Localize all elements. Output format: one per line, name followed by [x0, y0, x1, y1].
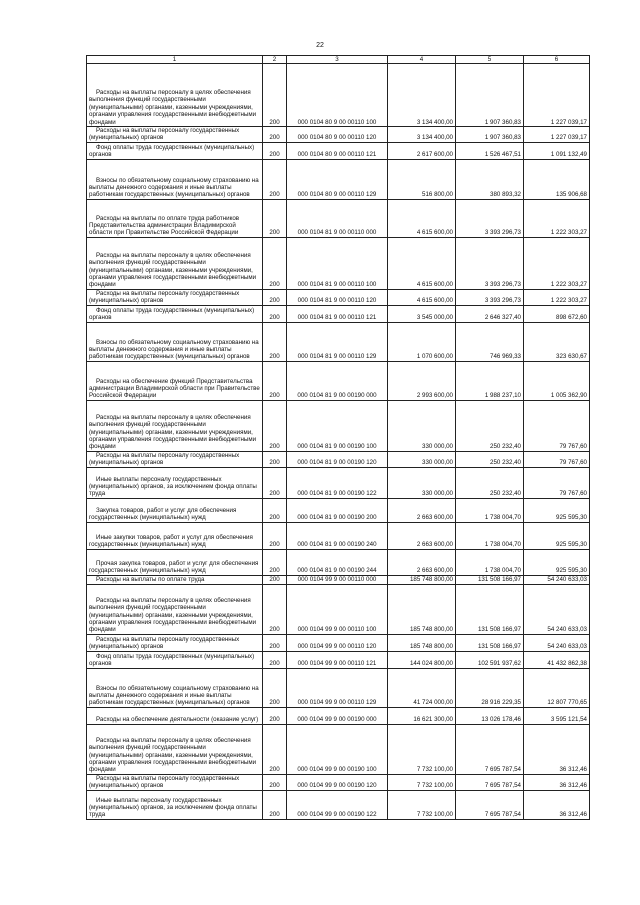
row-description	[87, 64, 263, 127]
table-row	[87, 668, 590, 707]
row-approved-amount: 16 621 300,00	[388, 707, 456, 724]
row-approved-amount: 330 000,00	[388, 467, 456, 498]
row-approved-amount: 185 748 800,00	[388, 575, 456, 584]
row-remaining-amount: 36 312,46	[524, 724, 590, 774]
row-line-code: 200	[263, 451, 287, 467]
column-header: 5	[456, 56, 524, 64]
row-budget-code: 000 0104 81 9 00 00190 244	[287, 549, 388, 575]
row-description	[87, 237, 263, 289]
row-description-text: Фонд оплаты труда государственных (муниципальных) органов	[89, 144, 255, 159]
table-row	[87, 575, 590, 584]
row-budget-code: 000 0104 99 9 00 00110 100	[287, 584, 388, 634]
row-executed-amount: 250 232,40	[456, 400, 524, 451]
row-description-text: Расходы на выплаты персоналу государственных (муниципальных) органов	[89, 636, 240, 651]
expenditure-table	[86, 55, 590, 820]
row-remaining-amount: 1 227 039,17	[524, 127, 590, 143]
column-header: 4	[388, 56, 456, 64]
row-description-text: Расходы на выплаты персоналу государственных (муниципальных) органов	[89, 127, 240, 142]
row-line-code: 200	[263, 668, 287, 707]
row-executed-amount: 746 969,33	[456, 322, 524, 361]
table-row	[87, 467, 590, 498]
row-line-code: 200	[263, 142, 287, 159]
row-description	[87, 400, 263, 451]
row-executed-amount: 1 738 004,70	[456, 549, 524, 575]
row-line-code: 200	[263, 467, 287, 498]
row-description	[87, 634, 263, 651]
row-budget-code: 000 0104 80 9 00 00110 129	[287, 159, 388, 199]
table-row	[87, 361, 590, 400]
row-description	[87, 790, 263, 819]
table-row	[87, 322, 590, 361]
row-description-text: Расходы на выплаты по оплате труда работников Представительства администрации Владимирской области при Правительстве Российской Федерации	[89, 214, 240, 237]
row-budget-code: 000 0104 81 9 00 00190 100	[287, 400, 388, 451]
row-remaining-amount: 54 240 633,03	[524, 634, 590, 651]
row-executed-amount: 131 508 166,97	[456, 584, 524, 634]
row-remaining-amount: 36 312,46	[524, 790, 590, 819]
table-row	[87, 790, 590, 819]
row-remaining-amount: 1 005 362,90	[524, 361, 590, 400]
row-budget-code: 000 0104 81 9 00 00190 200	[287, 498, 388, 522]
row-executed-amount: 102 591 937,62	[456, 651, 524, 668]
row-description	[87, 584, 263, 634]
row-executed-amount: 3 393 296,73	[456, 237, 524, 289]
row-executed-amount: 1 526 467,51	[456, 142, 524, 159]
table-row	[87, 774, 590, 790]
row-line-code: 200	[263, 522, 287, 549]
column-number-row	[87, 56, 590, 64]
row-budget-code: 000 0104 99 9 00 00110 120	[287, 634, 388, 651]
row-description-text: Расходы на выплаты персоналу в целях обеспечения выполнения функций государственными (муниципальными) органами, казенными учреждениями, органами управления государственными внебюджетными фондами	[89, 88, 257, 126]
row-executed-amount: 1 907 360,83	[456, 64, 524, 127]
table-row	[87, 400, 590, 451]
row-description-text: Расходы на выплаты персоналу государственных (муниципальных) органов	[89, 452, 240, 467]
row-budget-code: 000 0104 81 9 00 00190 240	[287, 522, 388, 549]
row-description-text: Фонд оплаты труда государственных (муниципальных) органов	[89, 653, 255, 668]
row-description-text: Расходы на обеспечение функций Представительства администрации Владимирской области при Правительстве Российской Федерации	[89, 377, 260, 400]
row-description	[87, 549, 263, 575]
row-executed-amount: 1 907 360,83	[456, 127, 524, 143]
table-row	[87, 451, 590, 467]
table-row	[87, 498, 590, 522]
row-executed-amount: 131 508 166,97	[456, 575, 524, 584]
row-description-text: Расходы на выплаты персоналу в целях обеспечения выполнения функций государственными (муниципальными) органами, казенными учреждениями, органами управления государственными внебюджетными фондами	[89, 596, 257, 634]
row-description-text: Прочая закупка товаров, работ и услуг для обеспечения государственных (муниципальных) нужд	[89, 560, 259, 575]
row-description-text: Фонд оплаты труда государственных (муниципальных) органов	[89, 307, 255, 322]
row-approved-amount: 41 724 000,00	[388, 668, 456, 707]
row-description	[87, 305, 263, 322]
row-budget-code: 000 0104 81 9 00 00110 000	[287, 199, 388, 237]
row-approved-amount: 2 663 600,00	[388, 498, 456, 522]
row-budget-code: 000 0104 80 9 00 00110 100	[287, 64, 388, 127]
row-approved-amount: 7 732 100,00	[388, 724, 456, 774]
row-remaining-amount: 54 240 633,03	[524, 575, 590, 584]
table-row	[87, 549, 590, 575]
column-header: 2	[263, 56, 287, 64]
row-budget-code: 000 0104 99 9 00 00110 000	[287, 575, 388, 584]
column-header: 3	[287, 56, 388, 64]
row-remaining-amount: 79 767,60	[524, 400, 590, 451]
row-remaining-amount: 1 222 303,27	[524, 289, 590, 305]
row-approved-amount: 2 617 600,00	[388, 142, 456, 159]
row-budget-code: 000 0104 99 9 00 00190 000	[287, 707, 388, 724]
row-line-code: 200	[263, 575, 287, 584]
row-line-code: 200	[263, 724, 287, 774]
row-description	[87, 522, 263, 549]
row-executed-amount: 1 738 004,70	[456, 522, 524, 549]
row-description	[87, 451, 263, 467]
row-executed-amount: 7 695 787,54	[456, 790, 524, 819]
row-remaining-amount: 41 432 862,38	[524, 651, 590, 668]
row-remaining-amount: 54 240 633,03	[524, 584, 590, 634]
row-description-text: Закупка товаров, работ и услуг для обеспечения государственных (муниципальных) нужд	[89, 507, 237, 522]
page-number: 22	[316, 42, 324, 49]
row-approved-amount: 330 000,00	[388, 400, 456, 451]
row-executed-amount: 2 646 327,40	[456, 305, 524, 322]
row-remaining-amount: 925 595,30	[524, 498, 590, 522]
row-description-text: Иные закупки товаров, работ и услуг для обеспечения государственных (муниципальных) нужд	[89, 534, 253, 549]
row-executed-amount: 1 988 237,10	[456, 361, 524, 400]
row-approved-amount: 3 545 000,00	[388, 305, 456, 322]
row-line-code: 200	[263, 322, 287, 361]
row-description	[87, 199, 263, 237]
row-description-text: Расходы на выплаты персоналу в целях обеспечения выполнения функций государственными (муниципальными) органами, казенными учреждениями, органами управления государственными внебюджетными фондами	[89, 413, 257, 451]
row-description	[87, 322, 263, 361]
row-remaining-amount: 1 091 132,49	[524, 142, 590, 159]
row-description-text: Иные выплаты персоналу государственных (муниципальных) органов, за исключением фонда оплаты труда	[89, 796, 257, 819]
row-executed-amount: 7 695 787,54	[456, 724, 524, 774]
row-line-code: 200	[263, 707, 287, 724]
row-approved-amount: 330 000,00	[388, 451, 456, 467]
row-approved-amount: 185 748 800,00	[388, 584, 456, 634]
row-description-text: Взносы по обязательному социальному страхованию на выплаты денежного содержания и иные выплаты работникам государственных (муниципальных) органов	[89, 176, 259, 199]
row-line-code: 200	[263, 127, 287, 143]
table-row	[87, 159, 590, 199]
row-description	[87, 668, 263, 707]
row-budget-code: 000 0104 81 9 00 00110 100	[287, 237, 388, 289]
row-description	[87, 142, 263, 159]
row-description	[87, 289, 263, 305]
row-executed-amount: 7 695 787,54	[456, 774, 524, 790]
row-line-code: 200	[263, 64, 287, 127]
row-budget-code: 000 0104 81 9 00 00110 129	[287, 322, 388, 361]
row-description	[87, 651, 263, 668]
row-approved-amount: 1 070 600,00	[388, 322, 456, 361]
row-approved-amount: 4 615 600,00	[388, 237, 456, 289]
row-description	[87, 361, 263, 400]
row-budget-code: 000 0104 81 9 00 00190 122	[287, 467, 388, 498]
table-row	[87, 651, 590, 668]
row-executed-amount: 28 916 229,35	[456, 668, 524, 707]
table-row	[87, 634, 590, 651]
row-line-code: 200	[263, 790, 287, 819]
row-executed-amount: 3 393 296,73	[456, 289, 524, 305]
row-line-code: 200	[263, 584, 287, 634]
row-remaining-amount: 79 767,60	[524, 467, 590, 498]
row-remaining-amount: 79 767,60	[524, 451, 590, 467]
row-executed-amount: 250 232,40	[456, 451, 524, 467]
row-approved-amount: 3 134 400,00	[388, 127, 456, 143]
row-description	[87, 498, 263, 522]
row-budget-code: 000 0104 99 9 00 00110 129	[287, 668, 388, 707]
table-row	[87, 289, 590, 305]
row-executed-amount: 1 738 004,70	[456, 498, 524, 522]
row-budget-code: 000 0104 99 9 00 00190 120	[287, 774, 388, 790]
row-remaining-amount: 12 807 770,65	[524, 668, 590, 707]
table-row	[87, 127, 590, 143]
row-approved-amount: 2 663 600,00	[388, 549, 456, 575]
row-line-code: 200	[263, 634, 287, 651]
row-remaining-amount: 925 595,30	[524, 522, 590, 549]
row-description-text: Взносы по обязательному социальному страхованию на выплаты денежного содержания и иные выплаты работникам государственных (муниципальных) органов	[89, 338, 259, 361]
row-line-code: 200	[263, 199, 287, 237]
column-header: 6	[524, 56, 590, 64]
table-row	[87, 522, 590, 549]
row-approved-amount: 2 993 600,00	[388, 361, 456, 400]
row-budget-code: 000 0104 99 9 00 00190 100	[287, 724, 388, 774]
row-budget-code: 000 0104 99 9 00 00110 121	[287, 651, 388, 668]
table-row	[87, 305, 590, 322]
row-description-text: Расходы на выплаты персоналу в целях обеспечения выполнения функций государственными (муниципальными) органами, казенными учреждениями, органами управления государственными внебюджетными фондами	[89, 251, 257, 289]
table-row	[87, 142, 590, 159]
row-description-text: Расходы на выплаты персоналу государственных (муниципальных) органов	[89, 290, 240, 305]
table-row	[87, 64, 590, 127]
row-description	[87, 724, 263, 774]
row-line-code: 200	[263, 289, 287, 305]
row-description	[87, 159, 263, 199]
row-line-code: 200	[263, 237, 287, 289]
row-line-code: 200	[263, 498, 287, 522]
row-line-code: 200	[263, 361, 287, 400]
row-budget-code: 000 0104 81 9 00 00110 121	[287, 305, 388, 322]
row-description	[87, 774, 263, 790]
row-approved-amount: 7 732 100,00	[388, 774, 456, 790]
row-budget-code: 000 0104 81 9 00 00110 120	[287, 289, 388, 305]
row-line-code: 200	[263, 549, 287, 575]
row-approved-amount: 7 732 100,00	[388, 790, 456, 819]
row-approved-amount: 144 024 800,00	[388, 651, 456, 668]
row-approved-amount: 3 134 400,00	[388, 64, 456, 127]
row-description-text: Расходы на выплаты персоналу в целях обеспечения выполнения функций государственными (муниципальными) органами, казенными учреждениями, органами управления государственными внебюджетными фондами	[89, 736, 257, 774]
row-approved-amount: 185 748 800,00	[388, 634, 456, 651]
row-budget-code: 000 0104 99 9 00 00190 122	[287, 790, 388, 819]
table-row	[87, 707, 590, 724]
row-budget-code: 000 0104 80 9 00 00110 121	[287, 142, 388, 159]
row-executed-amount: 131 508 166,97	[456, 634, 524, 651]
row-remaining-amount: 898 672,60	[524, 305, 590, 322]
row-remaining-amount: 135 906,68	[524, 159, 590, 199]
row-executed-amount: 13 026 178,46	[456, 707, 524, 724]
row-remaining-amount: 36 312,46	[524, 774, 590, 790]
row-description	[87, 127, 263, 143]
row-remaining-amount: 323 630,67	[524, 322, 590, 361]
table-row	[87, 724, 590, 774]
row-remaining-amount: 1 222 303,27	[524, 199, 590, 237]
row-line-code: 200	[263, 400, 287, 451]
table-row	[87, 237, 590, 289]
row-executed-amount: 3 393 296,73	[456, 199, 524, 237]
row-description-text: Иные выплаты персоналу государственных (муниципальных) органов, за исключением фонда оплаты труда	[89, 475, 257, 498]
row-description-text: Взносы по обязательному социальному страхованию на выплаты денежного содержания и иные выплаты работникам государственных (муниципальных) органов	[89, 684, 259, 707]
row-executed-amount: 380 893,32	[456, 159, 524, 199]
row-description	[87, 467, 263, 498]
table-row	[87, 584, 590, 634]
row-approved-amount: 4 615 600,00	[388, 199, 456, 237]
row-description-text: Расходы на выплаты по оплате труда	[96, 576, 205, 584]
row-description-text: Расходы на выплаты персоналу государственных (муниципальных) органов	[89, 775, 240, 790]
row-approved-amount: 2 663 600,00	[388, 522, 456, 549]
row-description	[87, 575, 263, 584]
row-line-code: 200	[263, 159, 287, 199]
row-description-text: Расходы на обеспечение деятельности (оказание услуг)	[96, 716, 259, 724]
row-line-code: 200	[263, 305, 287, 322]
row-line-code: 200	[263, 774, 287, 790]
column-header: 1	[87, 56, 263, 64]
row-line-code: 200	[263, 651, 287, 668]
table-row	[87, 199, 590, 237]
row-budget-code: 000 0104 81 9 00 00190 120	[287, 451, 388, 467]
row-description	[87, 707, 263, 724]
row-remaining-amount: 925 595,30	[524, 549, 590, 575]
row-budget-code: 000 0104 81 9 00 00190 000	[287, 361, 388, 400]
row-approved-amount: 516 800,00	[388, 159, 456, 199]
row-executed-amount: 250 232,40	[456, 467, 524, 498]
row-remaining-amount: 3 595 121,54	[524, 707, 590, 724]
row-approved-amount: 4 615 600,00	[388, 289, 456, 305]
row-remaining-amount: 1 222 303,27	[524, 237, 590, 289]
row-remaining-amount: 1 227 039,17	[524, 64, 590, 127]
row-budget-code: 000 0104 80 9 00 00110 120	[287, 127, 388, 143]
